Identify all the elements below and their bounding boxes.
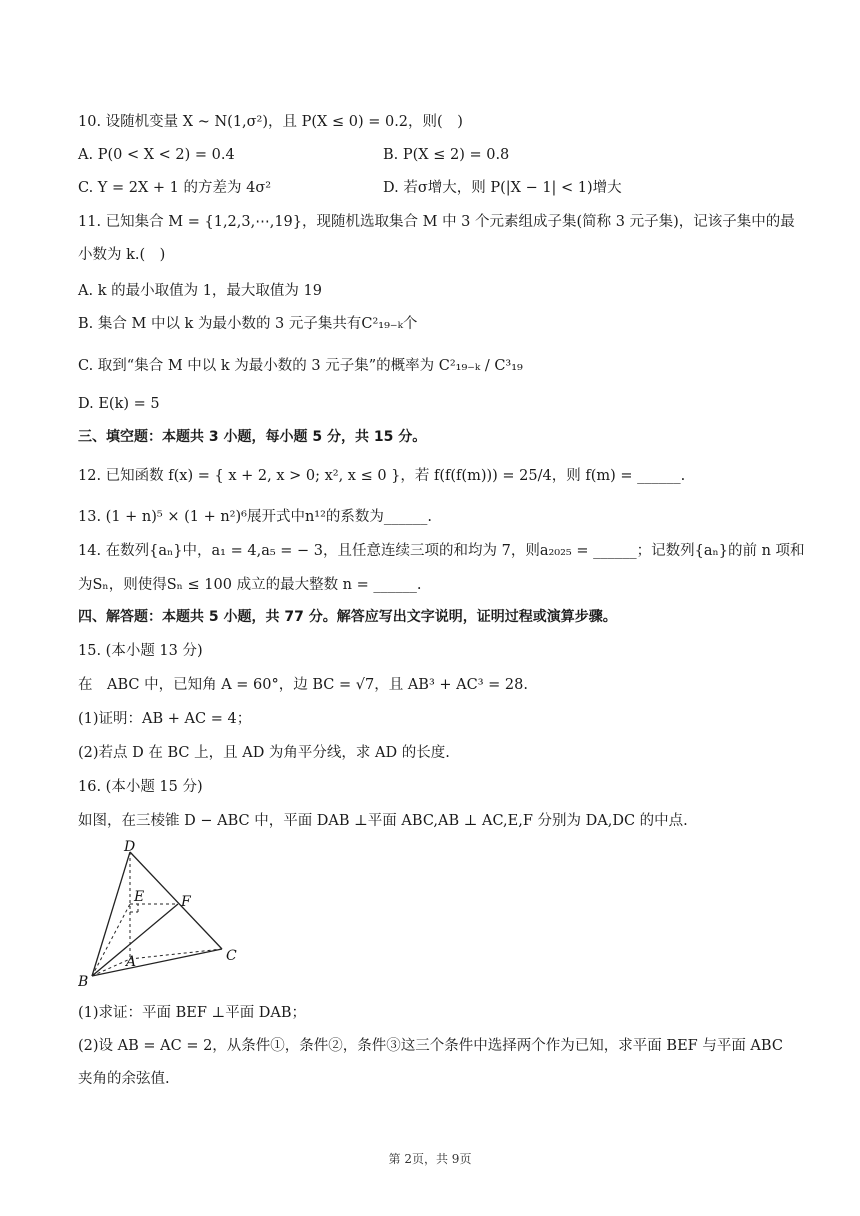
q10-option-b: B. P(X ≤ 2) = 0.8 (383, 147, 510, 163)
q15-stem: 在 ABC 中，已知角 A = 60°，边 BC = √7，且 AB³ + AC³ = 28. (78, 677, 528, 693)
label-f: F (181, 894, 191, 910)
q10-stem: 10. 设随机变量 X ~ N(1,σ²)，且 P(X ≤ 0) = 0.2，则( ) (78, 114, 463, 130)
q15-part2: (2)若点 D 在 BC 上，且 AD 为角平分线，求 AD 的长度. (78, 745, 450, 761)
q16-stem: 如图，在三棱锥 D − ABC 中，平面 DAB ⊥平面 ABC,AB ⊥ AC,E,F 分别为 DA,DC 的中点. (78, 813, 688, 829)
q11-option-c: C. 取到“集合 M 中以 k 为最小数的 3 元子集”的概率为 C²₁₉₋ₖ / C³₁₉ (78, 358, 523, 374)
q11-option-a: A. k 的最小取值为 1，最大取值为 19 (78, 283, 322, 299)
q16-part1: (1)求证：平面 BEF ⊥平面 DAB； (78, 1005, 307, 1021)
q14-line2: 为Sₙ，则使得Sₙ ≤ 100 成立的最大整数 n = ______. (78, 577, 422, 593)
pyramid-figure (78, 838, 248, 993)
q10-option-a: A. P(0 < X < 2) = 0.4 (78, 147, 235, 163)
q10-option-c: C. Y = 2X + 1 的方差为 4σ² (78, 180, 272, 196)
q16-part2-line1: (2)设 AB = AC = 2，从条件①，条件②，条件③这三个条件中选择两个作为已知，求平面 BEF 与平面 ABC (78, 1038, 783, 1054)
q11-stem-line1: 11. 已知集合 M = {1,2,3,⋯,19}，现随机选取集合 M 中 3 个元素组成子集(简称 3 元子集)，记该子集中的最 (78, 214, 795, 230)
label-d: D (124, 839, 136, 855)
q15-part1: (1)证明：AB + AC = 4； (78, 711, 252, 727)
q10-option-d: D. 若σ增大，则 P(|X − 1| < 1)增大 (383, 180, 622, 196)
section-4-heading: 四、解答题：本题共 5 小题，共 77 分。解答应写出文字说明，证明过程或演算步骤。 (78, 609, 617, 625)
q12: 12. 已知函数 f(x) = { x + 2, x > 0; x², x ≤ 0 }，若 f(f(f(m))) = 25/4，则 f(m) = ______. (78, 468, 686, 484)
page-footer: 第 2页，共 9页 (388, 1152, 472, 1166)
q16-head: 16. (本小题 15 分) (78, 779, 203, 795)
label-a: A (126, 954, 137, 970)
q14-line1: 14. 在数列{aₙ}中，a₁ = 4,a₅ = − 3，且任意连续三项的和均为 7，则a₂₀₂₅ = ______；记数列{aₙ}的前 n 项和 (78, 543, 805, 559)
section-3-heading: 三、填空题：本题共 3 小题，每小题 5 分，共 15 分。 (78, 429, 427, 445)
q13: 13. (1 + n)⁵ × (1 + n²)⁶展开式中n¹²的系数为______. (78, 509, 433, 525)
label-c: C (226, 948, 237, 964)
label-b: B (78, 974, 89, 990)
q11-stem-line2: 小数为 k.( ) (78, 247, 166, 263)
q11-option-b: B. 集合 M 中以 k 为最小数的 3 元子集共有C²₁₉₋ₖ个 (78, 316, 418, 332)
q15-head: 15. (本小题 13 分) (78, 643, 203, 659)
q11-option-d: D. E(k) = 5 (78, 396, 160, 412)
q16-part2-line2: 夹角的余弦值. (78, 1071, 170, 1087)
label-e: E (134, 889, 145, 905)
